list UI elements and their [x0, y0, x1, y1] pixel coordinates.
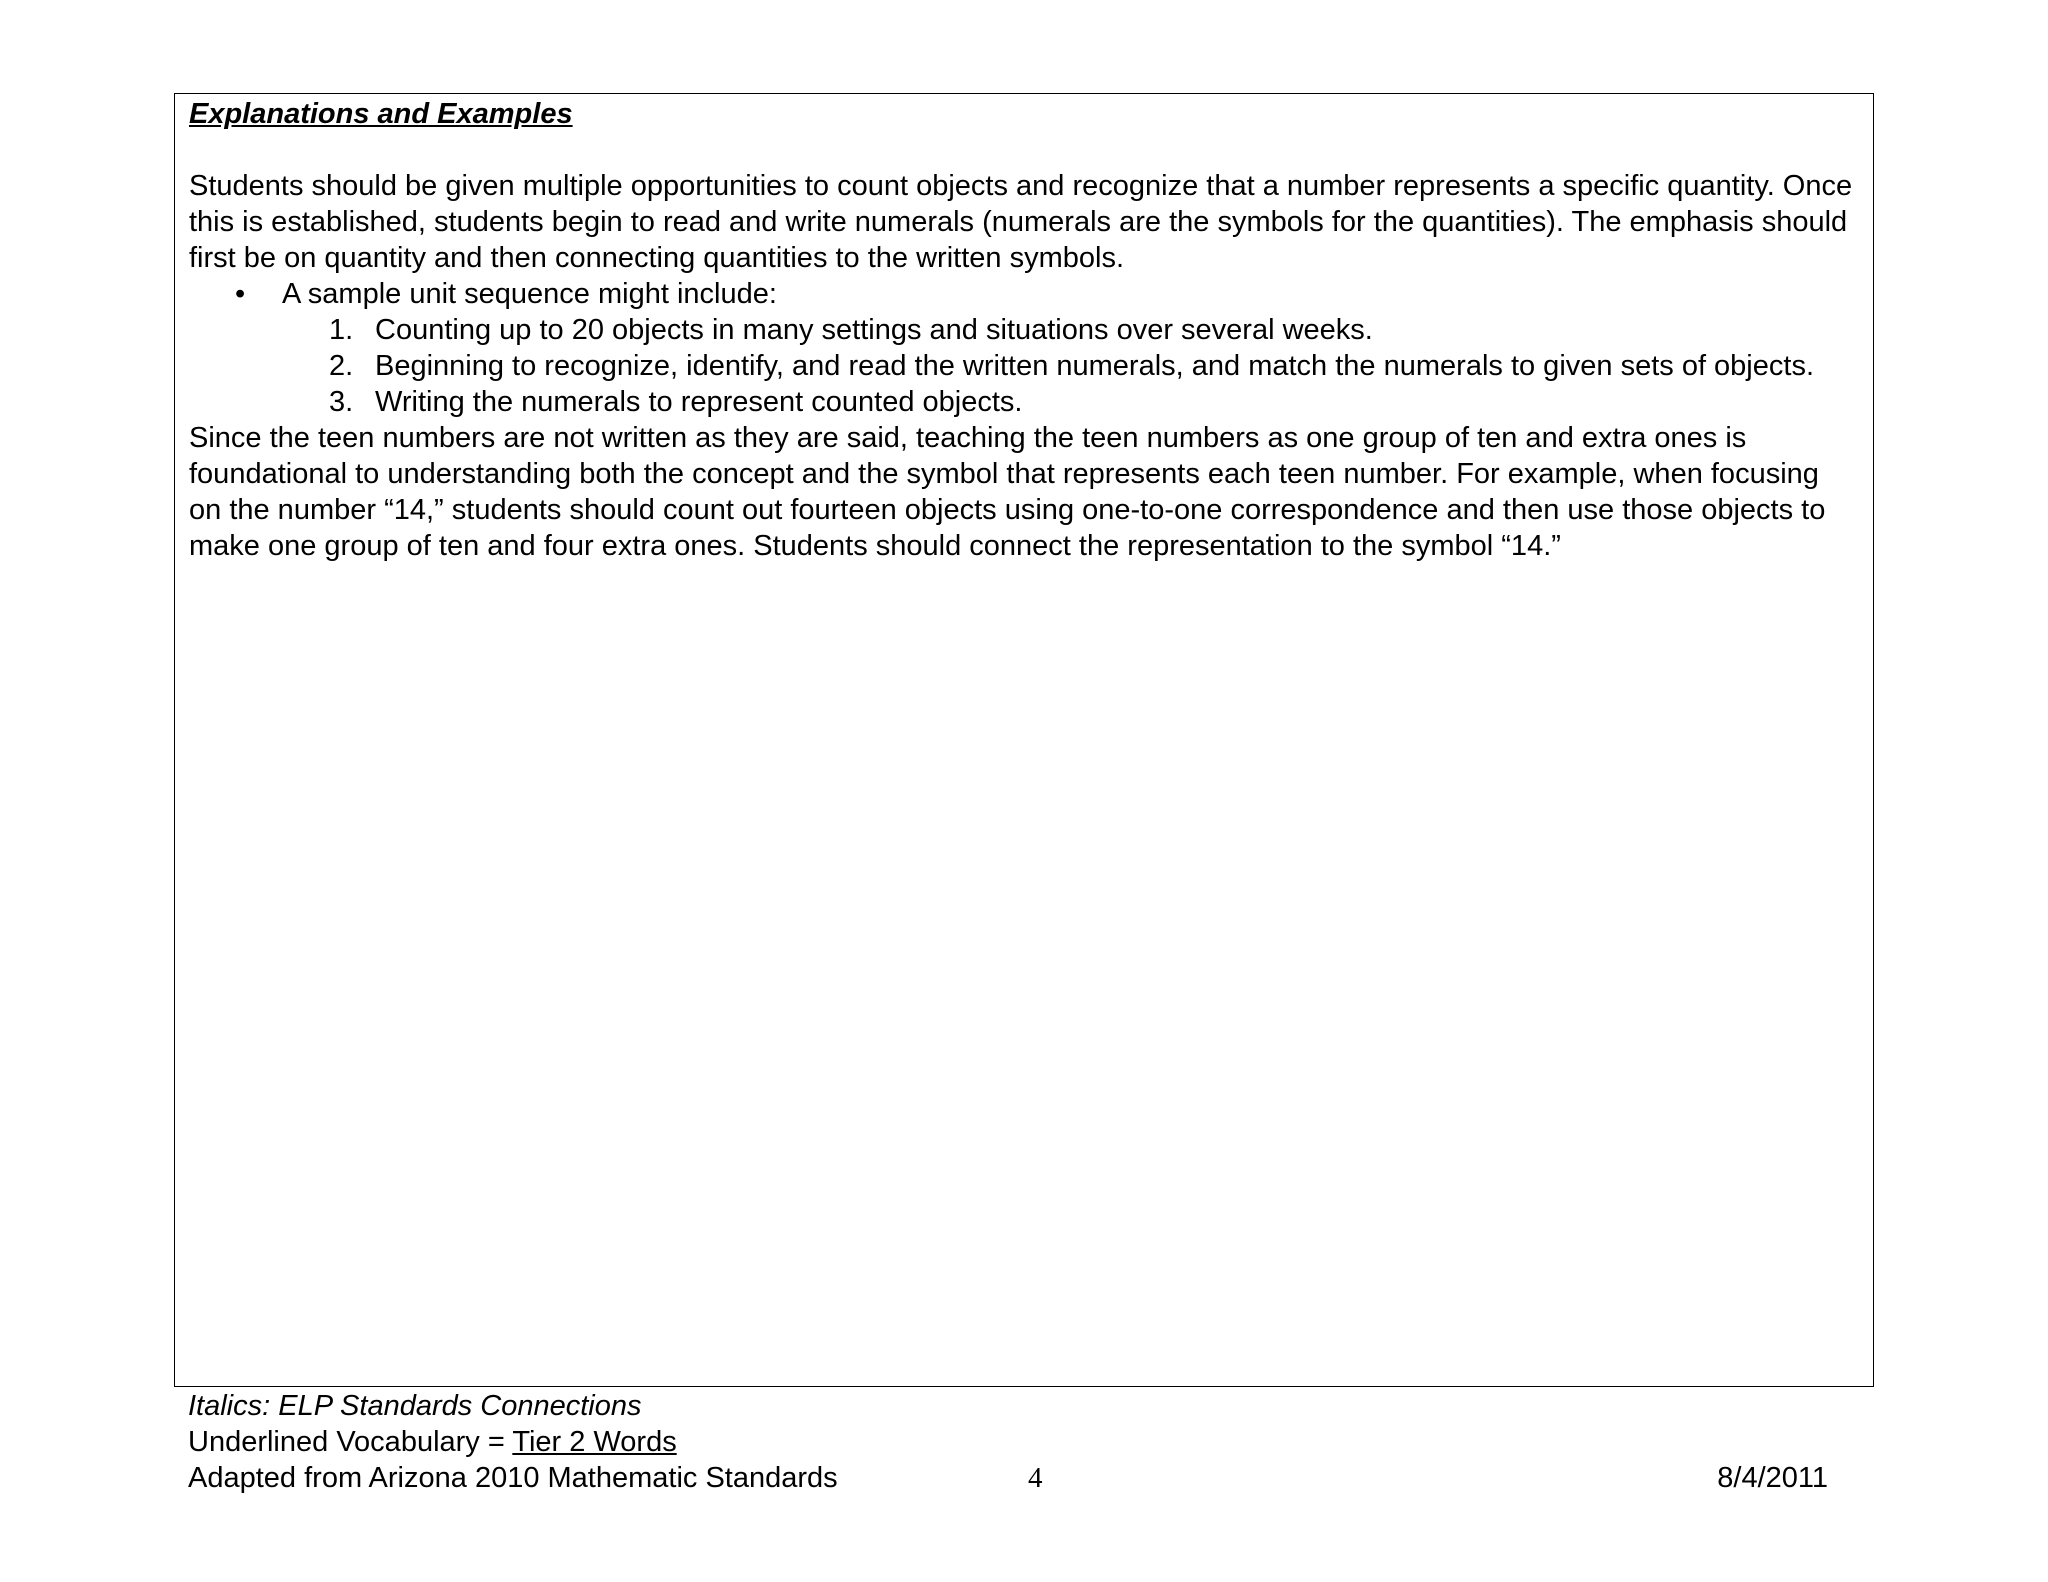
- list-number: 3.: [329, 386, 354, 418]
- source-line: [188, 1460, 1828, 1496]
- bullet-mark: •: [235, 278, 246, 310]
- bullet-text: A sample unit sequence might include:: [282, 278, 777, 310]
- explanations-box: [174, 93, 1874, 1387]
- italics-note: Italics: ELP Standards Connections: [188, 1390, 642, 1422]
- list-item-text: Counting up to 20 objects in many settings and situations over several weeks.: [375, 314, 1373, 346]
- tier-2-words-label: Tier 2 Words: [512, 1426, 677, 1458]
- list-item: [189, 348, 1859, 384]
- unit-sequence-list: [189, 312, 1859, 420]
- source-note: Adapted from Arizona 2010 Mathematic Standards: [188, 1462, 838, 1494]
- list-item: [189, 312, 1859, 348]
- page-footer: [188, 1388, 1828, 1496]
- vocabulary-note: [188, 1424, 1828, 1460]
- vocabulary-label: Underlined Vocabulary =: [188, 1426, 513, 1458]
- section-heading: Explanations and Examples: [189, 98, 573, 130]
- list-item-text: Writing the numerals to represent counted objects.: [375, 386, 1023, 418]
- page-number: 4: [1028, 1462, 1043, 1494]
- list-item-text: Beginning to recognize, identify, and read the written numerals, and match the numerals to given sets of objects.: [375, 350, 1814, 382]
- intro-paragraph: Students should be given multiple opportunities to count objects and recognize that a number represents a specific quantity. Once this is established, students begin to read and write numerals (numerals are the symbols for the quantities). The emphasis should first be on quantity and then connecting quantities to the written symbols.: [189, 170, 1853, 274]
- list-number: 2.: [329, 350, 354, 382]
- bullet-list: [189, 276, 1859, 312]
- footer-date: 8/4/2011: [1717, 1462, 1828, 1494]
- list-item: [189, 384, 1859, 420]
- closing-paragraph: Since the teen numbers are not written as they are said, teaching the teen numbers as one group of ten and extra ones is foundational to understanding both the concept and the symbol that represents each teen number. For example, when focusing on the number “14,” students should count out fourteen objects using one-to-one correspondence and then use those objects to make one group of ten and four extra ones. Students should connect the representation to the symbol “14.”: [189, 422, 1826, 562]
- list-number: 1.: [329, 314, 354, 346]
- bullet-item: [189, 276, 1859, 312]
